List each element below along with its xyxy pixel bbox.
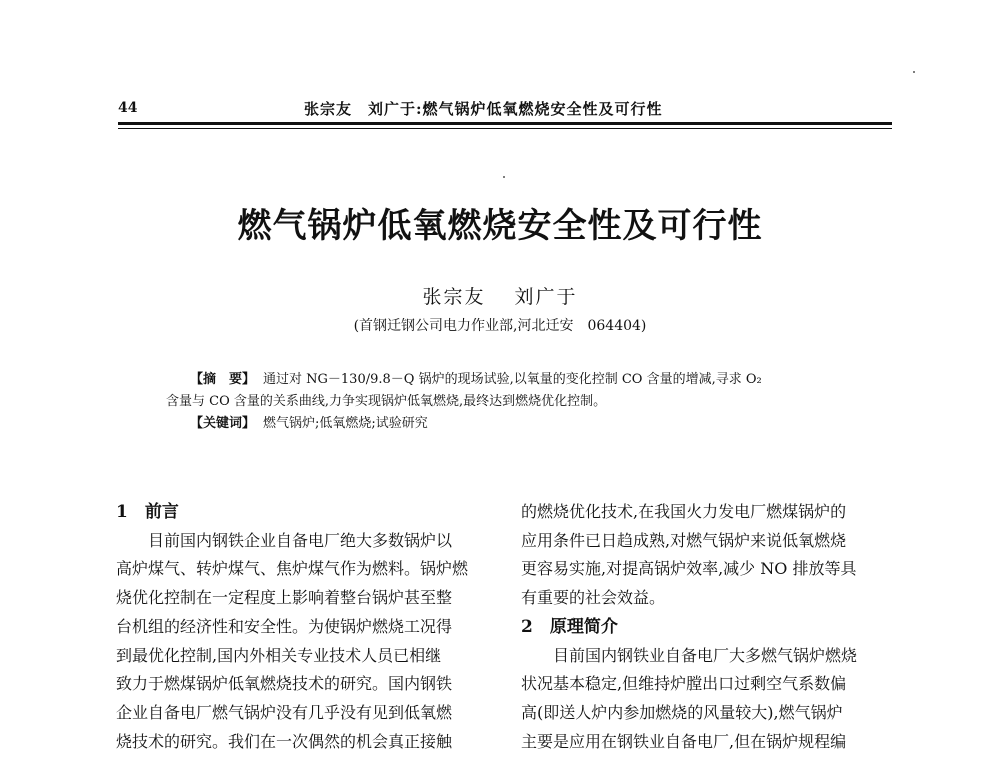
body-line: 到最优化控制,国内外相关专业技术人员已相继: [116, 645, 442, 665]
abstract-line: [166, 369, 846, 391]
running-header: [118, 98, 892, 120]
body-line: 高炉煤气、转炉煤气、焦炉煤气作为燃料。锅炉燃: [116, 559, 469, 579]
abstract-block: [166, 369, 846, 435]
abstract-line: 含量与 CO 含量的关系曲线,力争实现锅炉低氧燃烧,最终达到燃烧优化控制。: [166, 394, 607, 409]
keywords-line: [166, 413, 846, 435]
body-line: 企业自备电厂燃气锅炉没有几乎没有见到低氧燃: [116, 702, 453, 722]
body-line: 台机组的经济性和安全性。为使锅炉燃烧工况得: [116, 616, 453, 636]
body-line: 应用条件已日趋成熟,对燃气锅炉来说低氧燃烧: [521, 530, 847, 550]
running-title: 张宗友 刘广于:燃气锅炉低氧燃烧安全性及可行性: [304, 100, 663, 118]
body-line: 烧优化控制在一定程度上影响着整台锅炉甚至整: [116, 588, 453, 608]
header-rule-thin: [118, 128, 892, 129]
body-line: 有重要的社会效益。: [521, 588, 666, 608]
body-line: 状况基本稳定,但维持炉膛出口过剩空气系数偏: [521, 674, 847, 694]
abstract-text-1: 通过对 NG－130/9.8－Q 锅炉的现场试验,以氧量的变化控制 CO 含量的增减,寻求 O₂: [263, 372, 762, 387]
authors: 张宗友 刘广于: [422, 286, 578, 308]
body-line: 目前国内钢铁业自备电厂大多燃气锅炉燃烧: [553, 645, 858, 665]
section-heading-principle: 2 原理简介: [521, 616, 618, 637]
body-line: 的燃烧优化技术,在我国火力发电厂燃煤锅炉的: [521, 502, 847, 521]
body-line: 烧技术的研究。我们在一次偶然的机会真正接触: [116, 731, 453, 751]
keywords-label: 【关键词】: [190, 416, 256, 431]
page-number: 44: [118, 100, 138, 116]
keywords-text: 燃气锅炉;低氧燃烧;试验研究: [263, 416, 428, 431]
scan-speck: [913, 71, 915, 73]
section-heading-intro: 1 前言: [116, 502, 179, 522]
body-line: 致力于燃煤锅炉低氧燃烧技术的研究。国内钢铁: [116, 674, 453, 694]
abstract-label: 【摘 要】: [190, 372, 256, 387]
left-column: [116, 498, 486, 756]
body-line: 目前国内钢铁企业自备电厂绝大多数锅炉以: [148, 530, 453, 550]
body-line: 更容易实施,对提高锅炉效率,减少 NO 排放等具: [521, 559, 857, 579]
affiliation: (首钢迁钢公司电力作业部,河北迁安 064404): [353, 318, 647, 334]
body-line: 高(即送人炉内参加燃烧的风量较大),燃气锅炉: [521, 702, 843, 722]
right-column: [521, 498, 891, 756]
article-title: 燃气锅炉低氧燃烧安全性及可行性: [237, 206, 763, 246]
header-rule-thick: [118, 122, 892, 125]
body-line: 主要是应用在钢铁业自备电厂,但在锅炉规程编: [521, 731, 847, 751]
scan-speck: [503, 176, 505, 178]
